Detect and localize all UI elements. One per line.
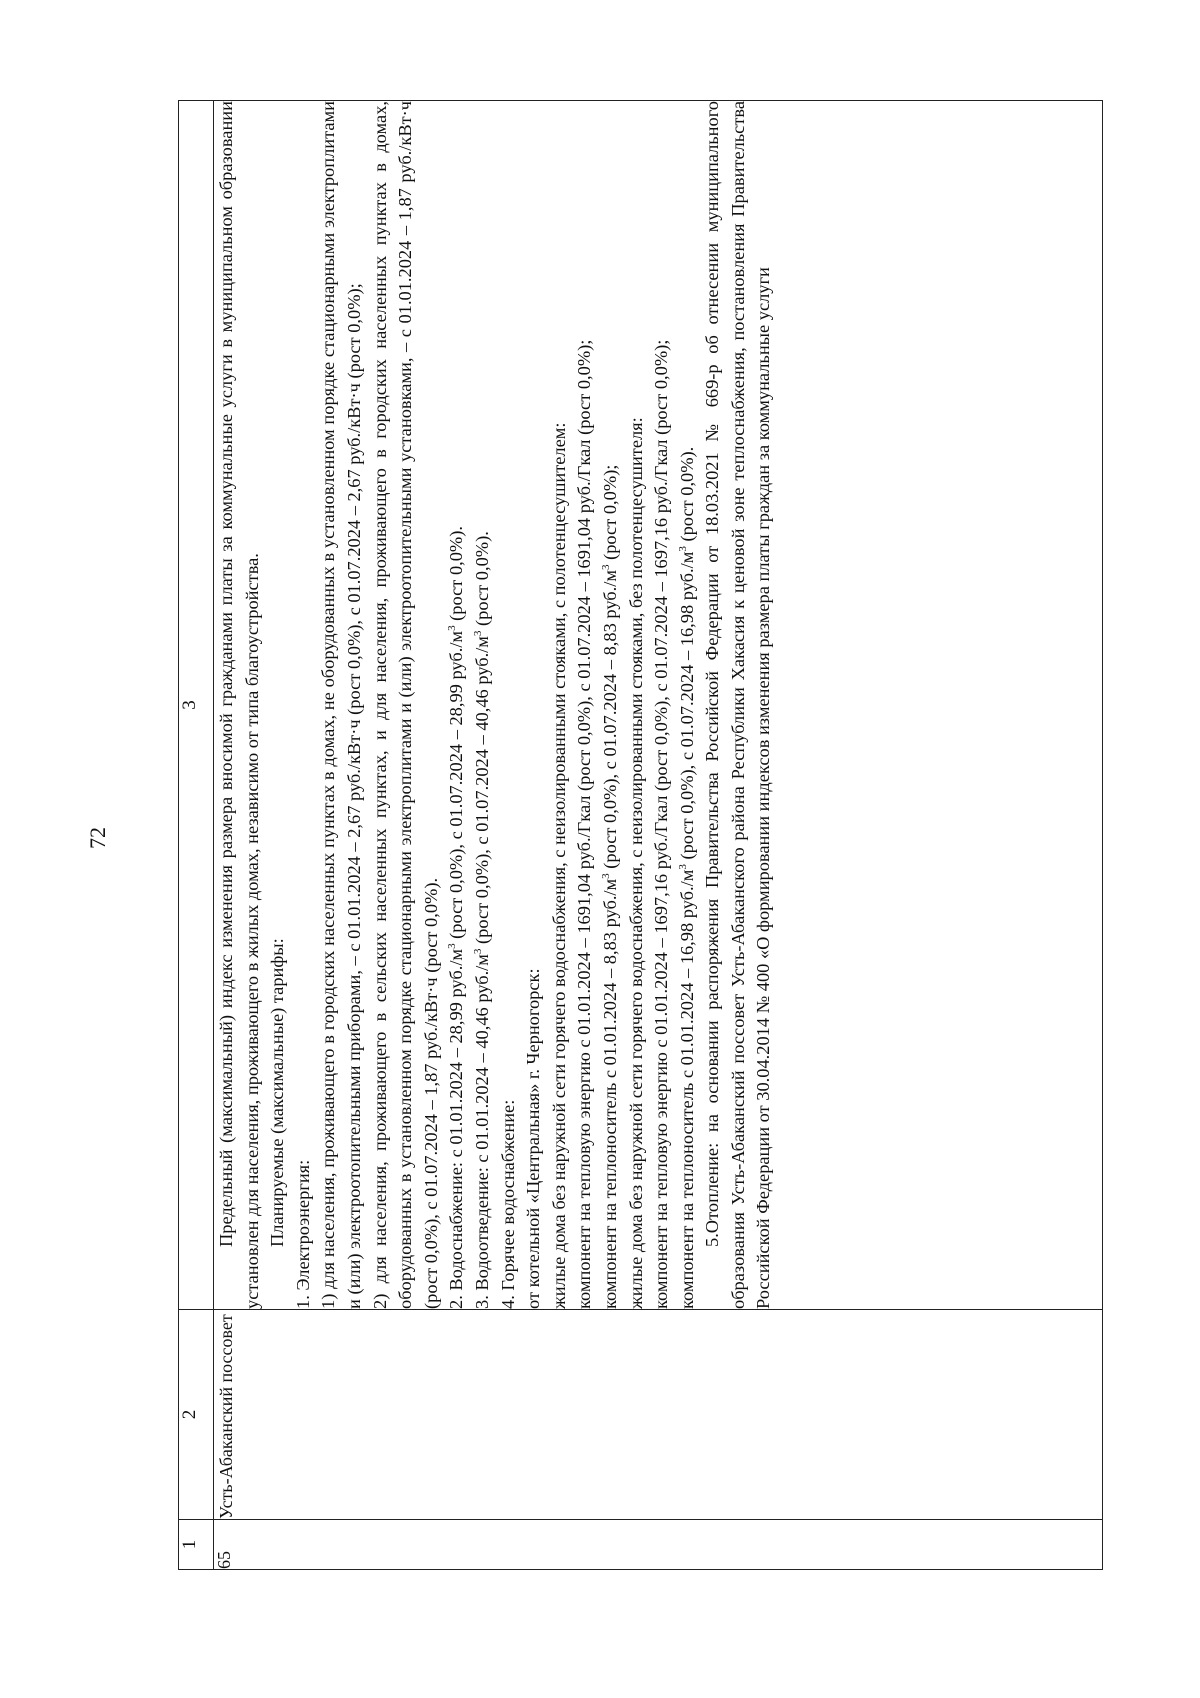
tariff-description bbox=[214, 101, 1103, 1310]
paragraph: 2) для населения, проживающего в сельских населенных пунктах, и для населения, проживающего в городских населенных пунктах в домах, оборудованных в установленном порядке стационарными электроплитами и (или) электроотопительными установками, – с 01.01.2024 – 1,87 руб./кВт·ч (рост 0,0%), с 01.07.2024 – 1,87 руб./кВт·ч (рост 0,0%). bbox=[369, 101, 441, 1309]
paragraph: компонент на тепловую энергию с 01.01.2024 – 1697,16 руб./Гкал (рост 0,0%), с 01.07.2024 – 1697,16 руб./Гкал (рост 0,0%); bbox=[651, 339, 672, 1309]
paragraph: 5.Отопление: на основании распоряжения Правительства Российской Федерации от 18.03.2021 № 669-р об отнесении муниципального образования Усть-Абаканский поссовет Усть-Абаканского района Республики Хакасия к ценовой зоне теплоснабжения, постановления Правительства Российской Федерации от 30.04.2014 № 400 «О формировании индексов изменения размера платы граждан за коммунальные услуги bbox=[702, 101, 774, 1309]
municipality-name: Усть-Абаканский поссовет bbox=[214, 1310, 1103, 1520]
document-sheet bbox=[178, 100, 1103, 1570]
paragraph: компонент на теплоноситель с 01.01.2024 – 8,83 $руб./м^3$ (рост 0,0%), с 01.07.2024 – 8,83 $руб./м^3$ (рост 0,0%); bbox=[599, 464, 620, 1309]
paragraph: Планируемые (максимальные) тарифы: bbox=[267, 938, 288, 1247]
header-col-3: 3 bbox=[179, 101, 214, 1310]
page-number: 72 bbox=[85, 827, 110, 849]
paragraph: 3. Водоотведение: с 01.01.2024 – 40,46 $руб./м^3$ (рост 0,0%), с 01.07.2024 – 40,46 $руб./м^3$ (рост 0,0%). bbox=[471, 531, 492, 1309]
tariff-table bbox=[178, 100, 1103, 1570]
paragraph: компонент на тепловую энергию с 01.01.2024 – 1691,04 руб./Гкал (рост 0,0%), с 01.07.2024 – 1691,04 руб./Гкал (рост 0,0%); bbox=[574, 339, 595, 1309]
paragraph: от котельной «Центральная» г. Черногорск: bbox=[523, 968, 544, 1309]
paragraph: 1) для населения, проживающего в городских населенных пунктах в домах, не оборудованных в установленном порядке стационарными электроплитами и (или) электроотопительными приборами, – с 01.01.2024 – 2,67 руб./кВт·ч (рост 0,0%), с 01.07.2024 – 2,67 руб./кВт·ч (рост 0,0%); bbox=[318, 101, 364, 1309]
paragraph: 4. Горячее водоснабжение: bbox=[497, 1099, 518, 1309]
paragraph: 2. Водоснабжение: с 01.01.2024 – 28,99 $руб./м^3$ (рост 0,0%), с 01.07.2024 – 28,99 $руб./м^3$ (рост 0,0%). bbox=[446, 526, 467, 1309]
header-col-1: 1 bbox=[179, 1520, 214, 1570]
paragraph: 1. Электроэнергия: bbox=[292, 1159, 313, 1309]
row-number: 65 bbox=[214, 1520, 1103, 1570]
table-row bbox=[214, 101, 1103, 1570]
paragraph: Предельный (максимальный) индекс изменения размера вносимой гражданами платы за коммунальные услуги в муниципальном образовании установлен для населения, проживающего в жилых домах, независимо от типа благоустройства. bbox=[216, 101, 262, 1309]
paragraph: компонент на теплоноситель с 01.01.2024 – 16,98 $руб./м^3$ (рост 0,0%), с 01.07.2024 – 16,98 $руб./м^3$ (рост 0,0%). bbox=[676, 446, 697, 1309]
paragraph-list bbox=[214, 101, 777, 1309]
paragraph: жилые дома без наружной сети горячего водоснабжения, с неизолированными стояками, с полотенцесушителем: bbox=[548, 422, 569, 1309]
header-col-2: 2 bbox=[179, 1310, 214, 1520]
paragraph: жилые дома без наружной сети горячего водоснабжения, с неизолированными стояками, без полотенцесушителя: bbox=[625, 417, 646, 1309]
table-header-row bbox=[179, 101, 214, 1570]
